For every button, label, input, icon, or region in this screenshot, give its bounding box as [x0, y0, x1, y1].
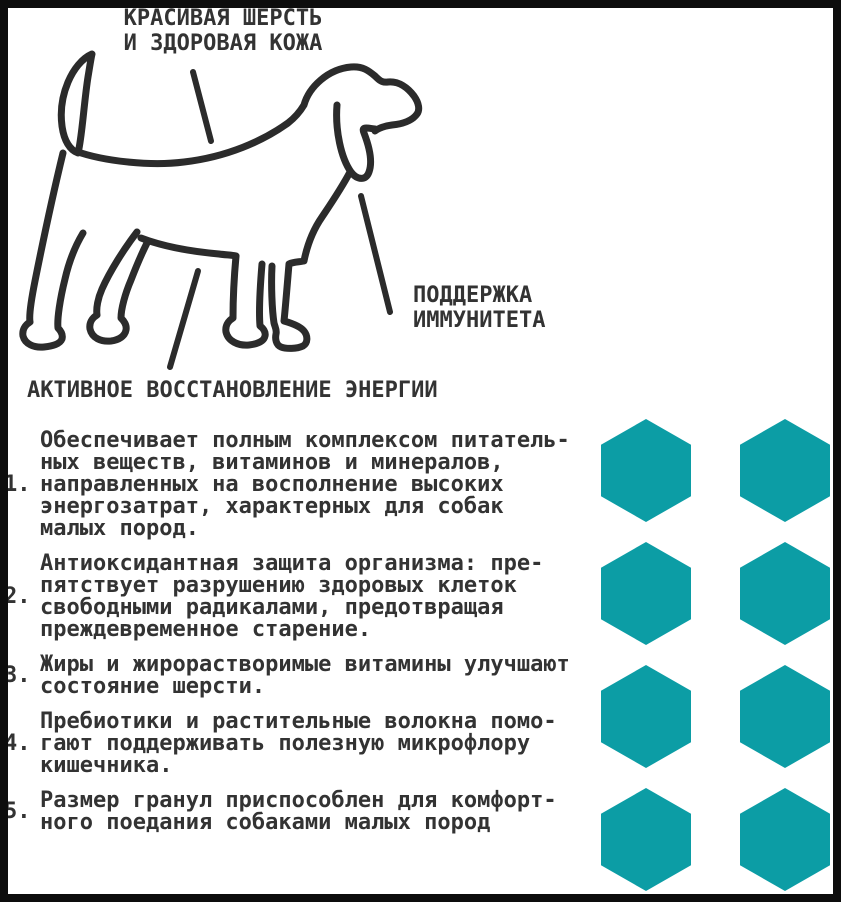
dog-belly [141, 238, 236, 256]
dog-tail [61, 54, 92, 153]
benefit-number: 2. [4, 584, 31, 609]
dog-ear [337, 105, 375, 178]
leader-line-immunity [361, 196, 390, 312]
label-coat-line2: И ЗДОРОВАЯ КОЖА [123, 31, 323, 56]
benefit-number: 1. [4, 472, 31, 497]
dog-front-leg-far [226, 256, 265, 345]
benefit-item-2 [4, 553, 586, 641]
benefit-item-1 [4, 430, 586, 540]
benefit-item-4 [4, 711, 586, 777]
benefit-text: Антиоксидантная защита организма: пре- пятствует разрушению здоровых клеток свободными радикалами, предотвращая преждевременное старение. [40, 551, 544, 642]
benefit-text: Обеспечивает полным комплексом питатель- ных веществ, витаминов и минералов, направленных на восполнение высоких энергозатрат, характерных для собак малых пород. [40, 428, 570, 541]
leader-line-coat [193, 72, 211, 141]
label-immunity-support [413, 283, 545, 333]
leader-line-energy [170, 271, 198, 367]
benefit-text: Пребиотики и растительные волокна помо- гают поддерживать полезную микрофлору кишечника. [40, 709, 557, 778]
label-coat-line1: КРАСИВАЯ ШЕРСТЬ [123, 6, 323, 31]
benefit-number: 4. [4, 731, 31, 756]
benefit-text: Размер гранул приспособлен для комфорт- ного поедания собаками малых пород [40, 788, 557, 835]
label-immunity-line2: ИММУНИТЕТА [413, 308, 546, 333]
benefit-text: Жиры и жирорастворимые витамины улучшают состояние шерсти. [40, 652, 570, 699]
label-coat-and-skin [123, 6, 323, 56]
benefit-number: 5. [4, 799, 31, 824]
dog-hind-leg-far [23, 153, 83, 347]
dog-chest-front-leg [272, 172, 350, 348]
dog-hind-leg-near [90, 232, 147, 341]
label-energy-recovery: АКТИВНОЕ ВОССТАНОВЛЕНИЕ ЭНЕРГИИ [27, 378, 438, 403]
benefits-list [4, 430, 586, 834]
benefit-item-3 [4, 654, 586, 698]
label-immunity-line1: ПОДДЕРЖКА [413, 283, 533, 308]
benefit-number: 3. [4, 663, 31, 688]
benefit-item-5 [4, 790, 586, 834]
